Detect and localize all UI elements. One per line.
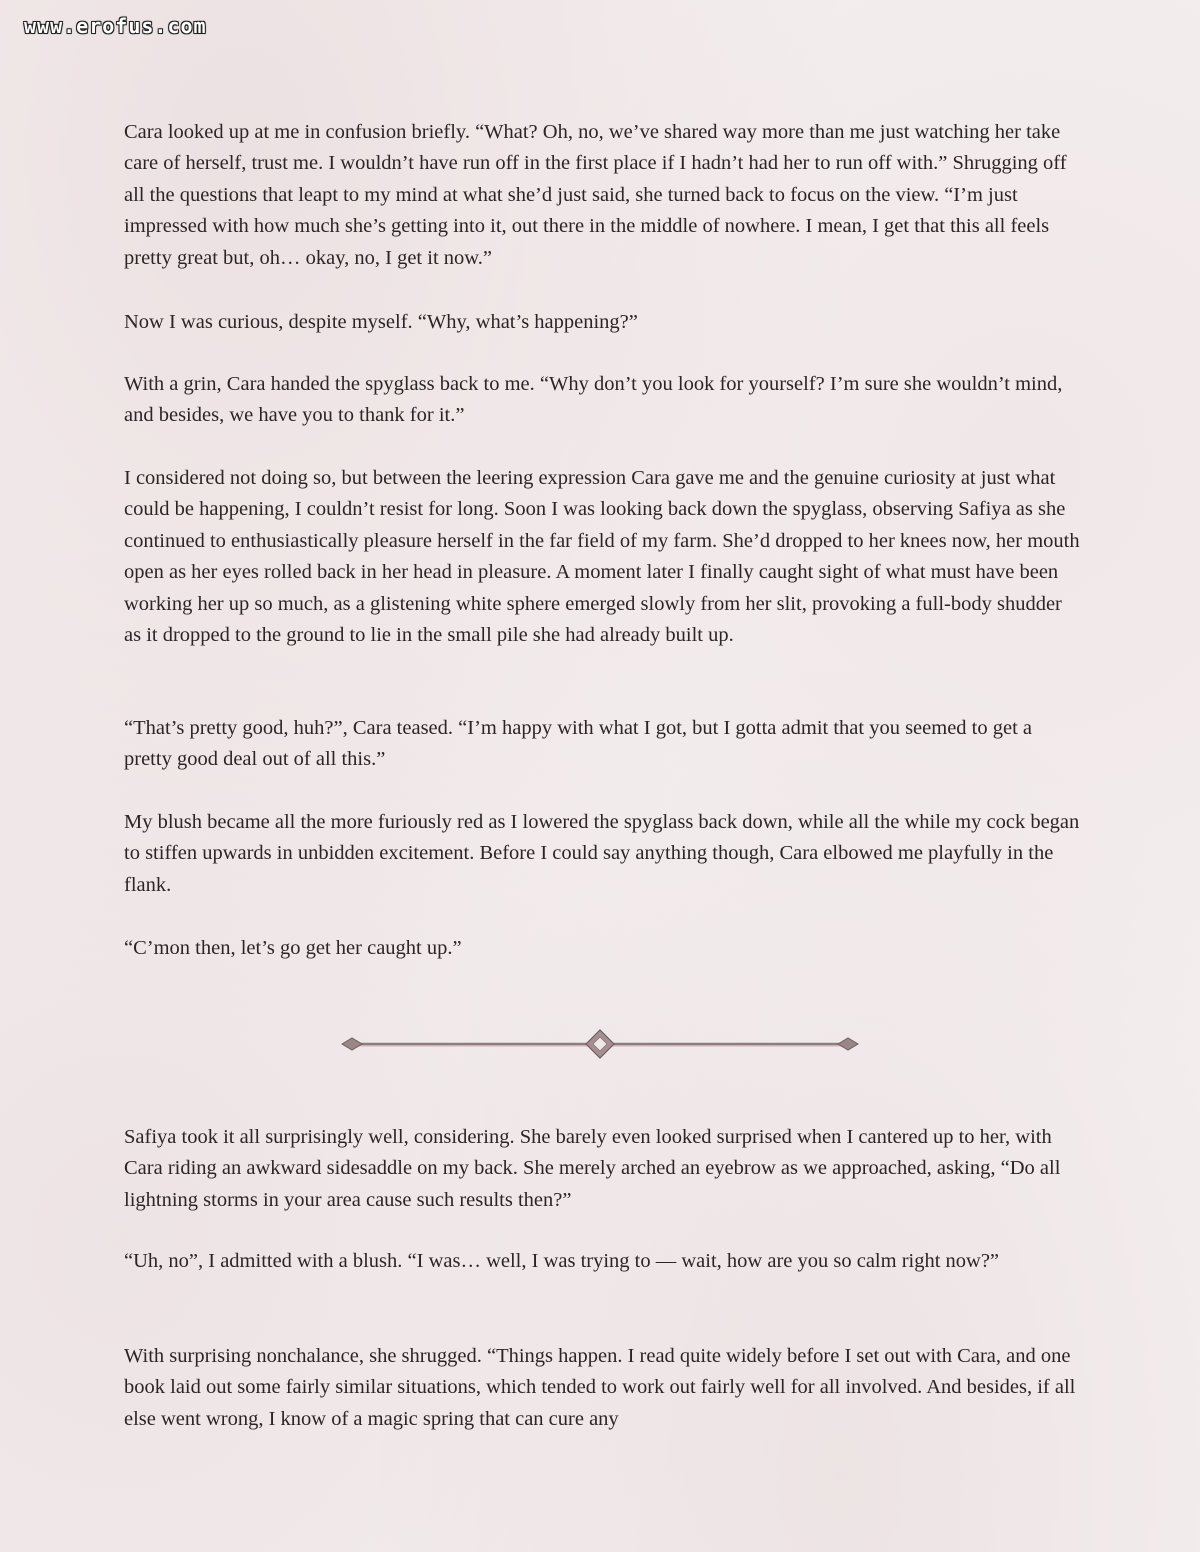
paragraph-9: “Uh, no”, I admitted with a blush. “I was… well, I was trying to — wait, how are you so calm right now?” <box>124 1250 1000 1272</box>
watermark: www.erofus.com <box>24 14 207 38</box>
paragraph-1: Cara looked up at me in confusion briefly. “What? Oh, no, we’ve shared way more than me just watching her take care of herself, trust me. I wouldn’t have run off in the first place if I hadn’t had her to run off with.” Shrugging off all the questions that leapt to my mind at what she’d just said, she turned back to focus on the view. “I’m just impressed with how much she’s getting into it, out there in the middle of nowhere. I mean, I get that this all feels pretty great but, oh… okay, no, I get it now.” <box>124 121 1067 269</box>
paragraph-3: With a grin, Cara handed the spyglass back to me. “Why don’t you look for yourself? I’m sure she wouldn’t mind, and besides, we have you to thank for it.” <box>124 373 1063 427</box>
paragraph-8: Safiya took it all surprisingly well, considering. She barely even looked surprised when I cantered up to her, with Cara riding an awkward sidesaddle on my back. She merely arched an eyebrow as we approached, asking, “Do all lightning storms in your area cause such results then?” <box>124 1126 1061 1211</box>
paragraph-5: “That’s pretty good, huh?”, Cara teased. “I’m happy with what I got, but I gotta admit that you seemed to get a pretty good deal out of all this.” <box>124 717 1033 771</box>
ornamental-divider-icon <box>330 1022 870 1066</box>
paragraph-2: Now I was curious, despite myself. “Why, what’s happening?” <box>124 311 638 333</box>
paragraph-7: “C’mon then, let’s go get her caught up.” <box>124 937 462 959</box>
paragraph-10: With surprising nonchalance, she shrugged. “Things happen. I read quite widely before I set out with Cara, and one book laid out some fairly similar situations, which tended to work out fairly well for all involved. And besides, if all else went wrong, I know of a magic spring that can cure any <box>124 1345 1076 1430</box>
paragraph-4: I considered not doing so, but between the leering expression Cara gave me and the genuine curiosity at just what could be happening, I couldn’t resist for long. Soon I was looking back down the spyglass, observing Safiya as she continued to enthusiastically pleasure herself in the far field of my farm. She’d dropped to her knees now, her mouth open as her eyes rolled back in her head in pleasure. A moment later I finally caught sight of what must have been working her up so much, as a glistening white sphere emerged slowly from her slit, provoking a full-body shudder as it dropped to the ground to lie in the small pile she had already built up. <box>124 467 1080 647</box>
paragraph-6: My blush became all the more furiously red as I lowered the spyglass back down, while all the while my cock began to stiffen upwards in unbidden excitement. Before I could say anything though, Cara elbowed me playfully in the flank. <box>124 811 1080 896</box>
